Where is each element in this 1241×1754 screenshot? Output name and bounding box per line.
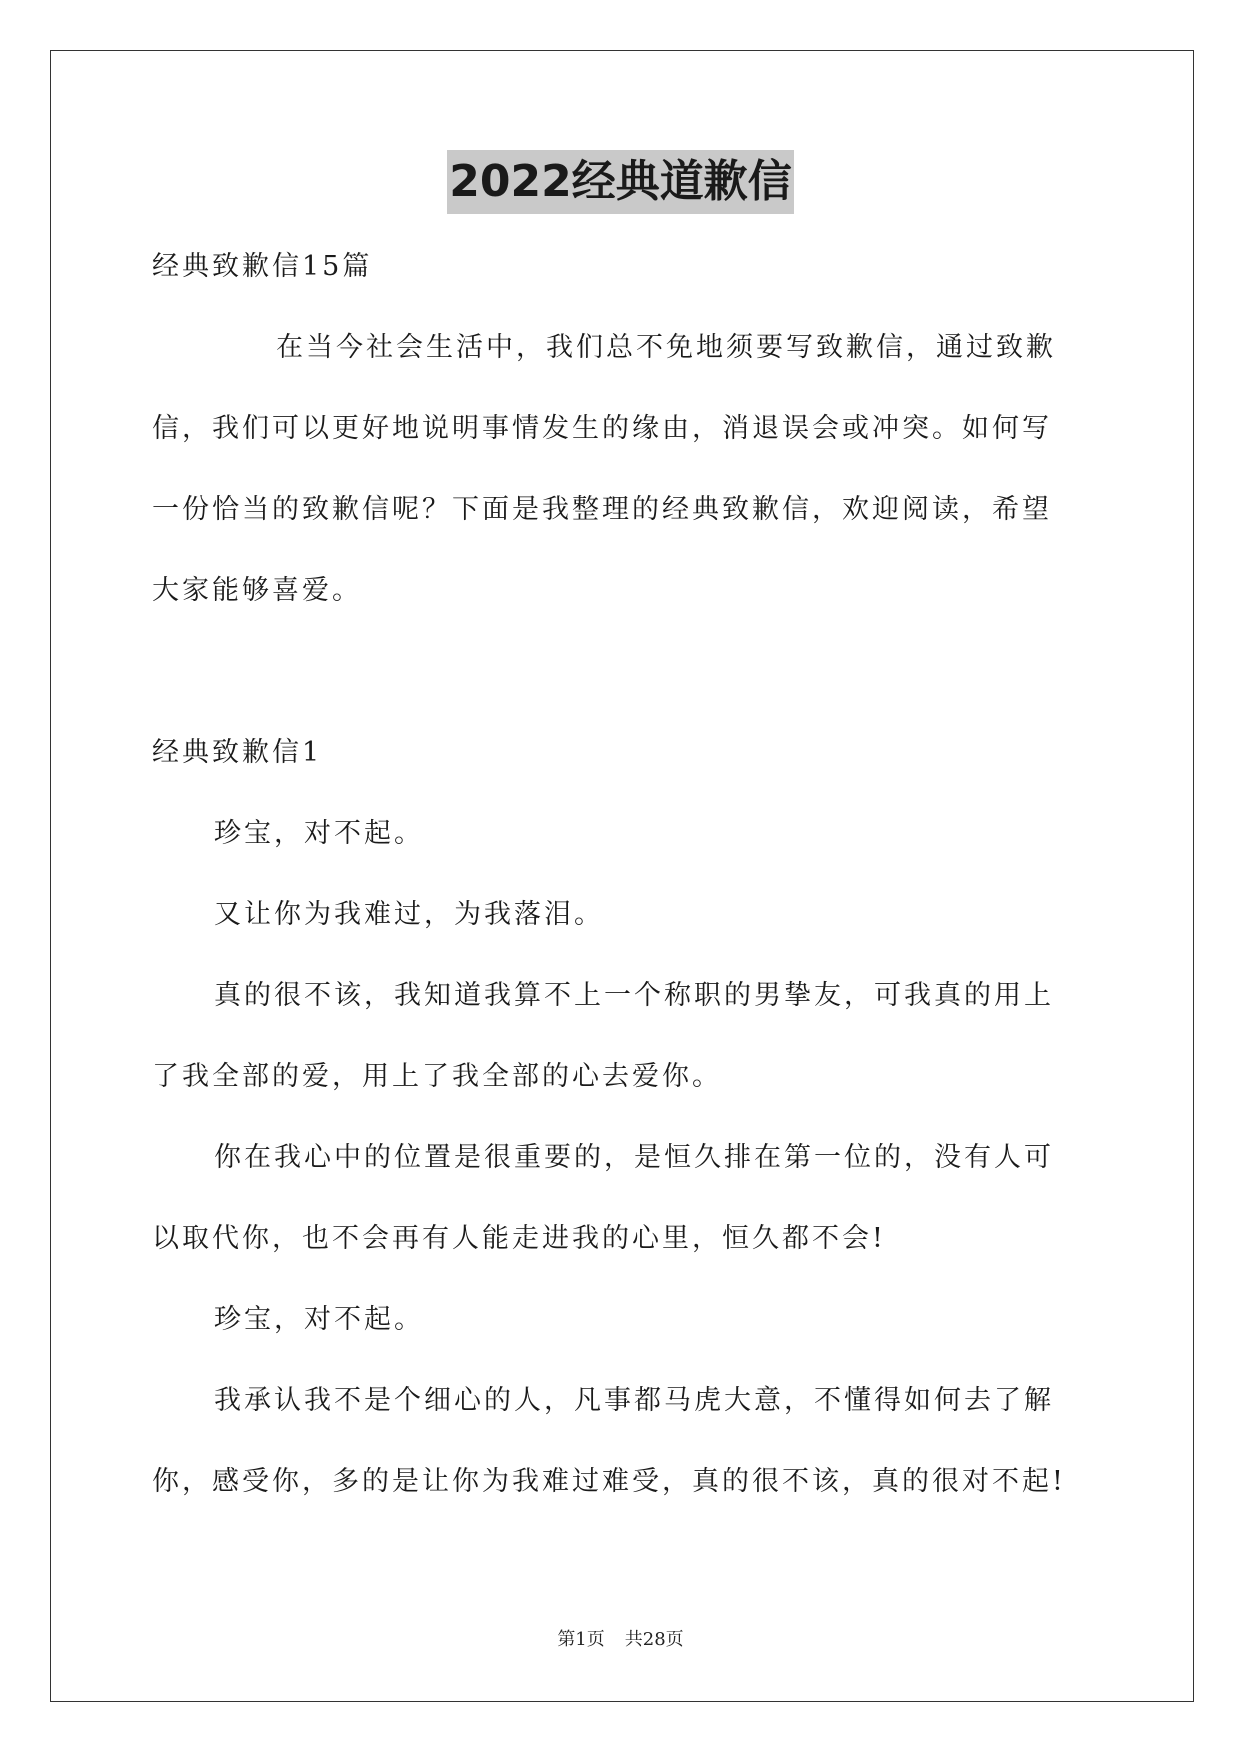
paragraph-line: 又让你为我难过，为我落泪。 [214,899,604,930]
intro-line: 大家能够喜爱。 [152,575,362,606]
paragraph-line: 以取代你，也不会再有人能走进我的心里，恒久都不会! [152,1223,886,1254]
document-title [0,150,1241,214]
blank-line [152,631,1090,712]
document-body [152,226,1090,1522]
paragraph-line: 你在我心中的位置是很重要的，是恒久排在第一位的，没有人可 [214,1142,1054,1173]
paragraph-line: 了我全部的爱，用上了我全部的心去爱你。 [152,1061,722,1092]
subtitle: 经典致歉信15篇 [152,251,373,282]
intro-line: 信，我们可以更好地说明事情发生的缘由，消退误会或冲突。如何写 [152,413,1052,444]
intro-line: 在当今社会生活中，我们总不免地须要写致歉信，通过致歉 [276,332,1056,363]
paragraph-line: 珍宝，对不起。 [214,1304,424,1335]
intro-line: 一份恰当的致歉信呢？下面是我整理的经典致歉信，欢迎阅读，希望 [152,494,1052,525]
paragraph-line: 你，感受你，多的是让你为我难过难受，真的很不该，真的很对不起! [152,1466,1066,1497]
paragraph-line: 我承认我不是个细心的人，凡事都马虎大意，不懂得如何去了解 [214,1385,1054,1416]
section-heading: 经典致歉信1 [152,737,323,768]
paragraph-line: 真的很不该，我知道我算不上一个称职的男挚友，可我真的用上 [214,980,1054,1011]
paragraph-line: 珍宝，对不起。 [214,818,424,849]
page-number: 第1页 [557,1629,605,1650]
page-total: 共28页 [624,1629,684,1650]
page-footer [0,1625,1241,1651]
title-text: 2022经典道歉信 [447,150,793,214]
